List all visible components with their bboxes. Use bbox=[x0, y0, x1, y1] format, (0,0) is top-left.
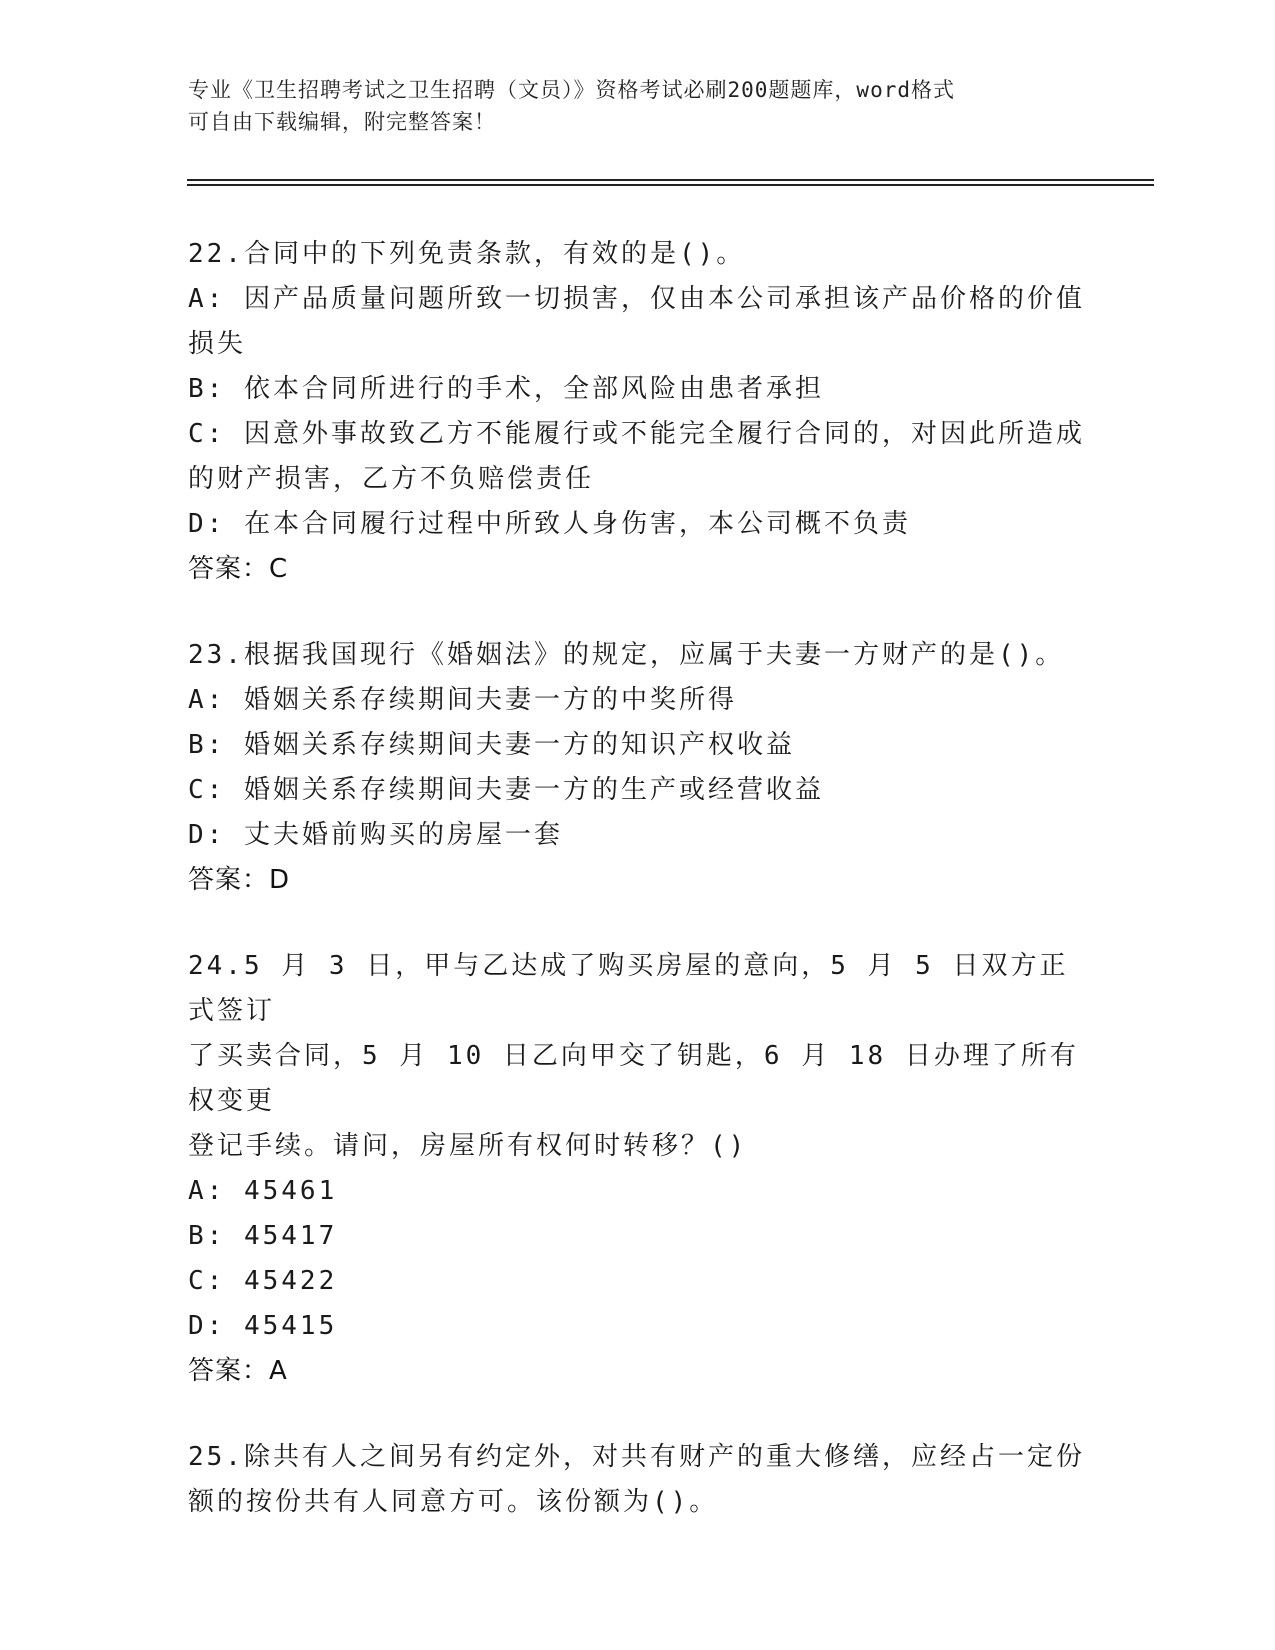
question-stem-line: 了买卖合同，5 月 10 日乙向甲交了钥匙，6 月 18 日办理了所有权变更 bbox=[188, 1041, 1079, 1116]
answer-label: 答案：A bbox=[188, 1356, 288, 1386]
question-stem-line: 登记手续。请问，房屋所有权何时转移？() bbox=[188, 1131, 748, 1161]
option-line: 损失 bbox=[188, 329, 247, 359]
option-line: C: 45422 bbox=[188, 1266, 338, 1296]
option-line: C: 因意外事故致乙方不能履行或不能完全履行合同的，对因此所造成 bbox=[188, 419, 1085, 449]
option-line: B: 依本合同所进行的手术，全部风险由患者承担 bbox=[188, 374, 824, 404]
question-item bbox=[188, 1435, 1088, 1525]
option-line: B: 婚姻关系存续期间夫妻一方的知识产权收益 bbox=[188, 730, 795, 760]
option-line: C: 婚姻关系存续期间夫妻一方的生产或经营收益 bbox=[188, 775, 824, 805]
header-rule-top bbox=[187, 179, 1154, 181]
header-line-2: 可自由下载编辑，附完整答案！ bbox=[188, 110, 496, 134]
answer-label: 答案：C bbox=[188, 554, 289, 584]
option-line: A: 因产品质量问题所致一切损害，仅由本公司承担该产品价格的价值 bbox=[188, 284, 1085, 314]
header-rule-bottom bbox=[187, 184, 1154, 186]
option-line: 的财产损害，乙方不负赔偿责任 bbox=[188, 464, 595, 494]
document-header bbox=[188, 74, 1088, 138]
option-line: D: 丈夫婚前购买的房屋一套 bbox=[188, 820, 563, 850]
question-item bbox=[188, 944, 1088, 1394]
question-item bbox=[188, 232, 1088, 592]
question-stem-line: 25.除共有人之间另有约定外，对共有财产的重大修缮，应经占一定份 bbox=[188, 1442, 1085, 1472]
option-line: B: 45417 bbox=[188, 1221, 338, 1251]
header-line-1: 专业《卫生招聘考试之卫生招聘（文员）》资格考试必刷200题题库，word格式 bbox=[188, 78, 955, 102]
question-stem-line: 22.合同中的下列免责条款，有效的是()。 bbox=[188, 239, 746, 269]
option-line: D: 在本合同履行过程中所致人身伤害，本公司概不负责 bbox=[188, 509, 911, 539]
option-line: D: 45415 bbox=[188, 1311, 338, 1341]
question-stem-line: 24.5 月 3 日，甲与乙达成了购买房屋的意向，5 月 5 日双方正式签订 bbox=[188, 951, 1069, 1026]
option-line: A: 婚姻关系存续期间夫妻一方的中奖所得 bbox=[188, 685, 737, 715]
question-item bbox=[188, 633, 1088, 903]
option-line: A: 45461 bbox=[188, 1176, 338, 1206]
question-stem-line: 额的按份共有人同意方可。该份额为()。 bbox=[188, 1487, 719, 1517]
answer-label: 答案：D bbox=[188, 865, 291, 895]
question-list bbox=[188, 232, 1088, 1566]
question-stem-line: 23.根据我国现行《婚姻法》的规定，应属于夫妻一方财产的是()。 bbox=[188, 640, 1065, 670]
